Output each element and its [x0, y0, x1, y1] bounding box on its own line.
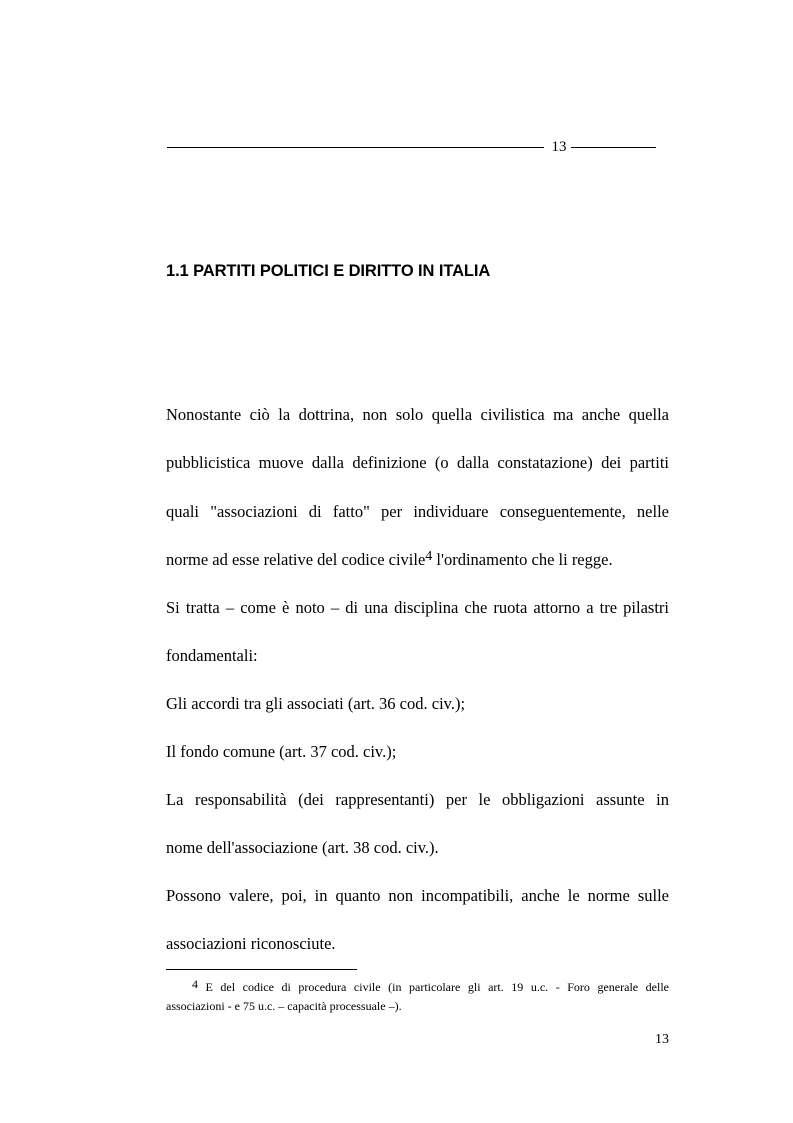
list-item-fondo: Il fondo comune (art. 37 cod. civ.);: [166, 742, 397, 761]
paragraph-1-line-4-tail: l'ordinamento che li regge.: [432, 550, 613, 569]
list-item-responsabilita-line-2: nome dell'associazione (art. 38 cod. civ.).: [166, 838, 439, 857]
footnote-mark: 4: [192, 977, 198, 991]
list-item-accordi: Gli accordi tra gli associati (art. 36 cod. civ.);: [166, 694, 466, 713]
paragraph-2-line-1: Si tratta – come è noto – di una disciplina che ruota attorno a tre pilastri: [166, 598, 669, 617]
footnote-rule: [166, 969, 357, 970]
paragraph-1-line-2: pubblicistica muove dalla definizione (o dalla constatazione) dei partiti: [166, 453, 669, 472]
footer-page-number: 13: [655, 1032, 669, 1047]
header-rule-left: [167, 147, 544, 148]
footnote-line-1: [166, 978, 669, 997]
paragraph-2-line-2: fondamentali:: [166, 646, 258, 665]
paragraph-1-line-4-text: norme ad esse relative del codice civile: [166, 550, 426, 569]
paragraph-1-line-4: [166, 550, 669, 570]
footnote-text-1: E del codice di procedura civile (in particolare gli art. 19 u.c. - Foro generale delle: [198, 980, 669, 994]
paragraph-6-line-1: Possono valere, poi, in quanto non incompatibili, anche le norme sulle: [166, 886, 669, 905]
paragraph-1-line-3: quali "associazioni di fatto" per individuare conseguentemente, nelle: [166, 502, 669, 521]
list-item-responsabilita-line-1: La responsabilità (dei rappresentanti) per le obbligazioni assunte in: [166, 790, 669, 809]
header-page-number: 13: [551, 139, 567, 155]
section-title: 1.1 PARTITI POLITICI E DIRITTO IN ITALIA: [166, 262, 491, 280]
footnote-line-2: associazioni - e 75 u.c. – capacità processuale –).: [166, 999, 402, 1013]
paragraph-6-line-2: associazioni riconosciute.: [166, 934, 336, 953]
header-rule-right: [571, 147, 656, 148]
footnote: [166, 978, 669, 1016]
paragraph-1-line-1: Nonostante ciò la dottrina, non solo quella civilistica ma anche quella: [166, 405, 669, 424]
footnote-reference[interactable]: 4: [425, 549, 433, 564]
